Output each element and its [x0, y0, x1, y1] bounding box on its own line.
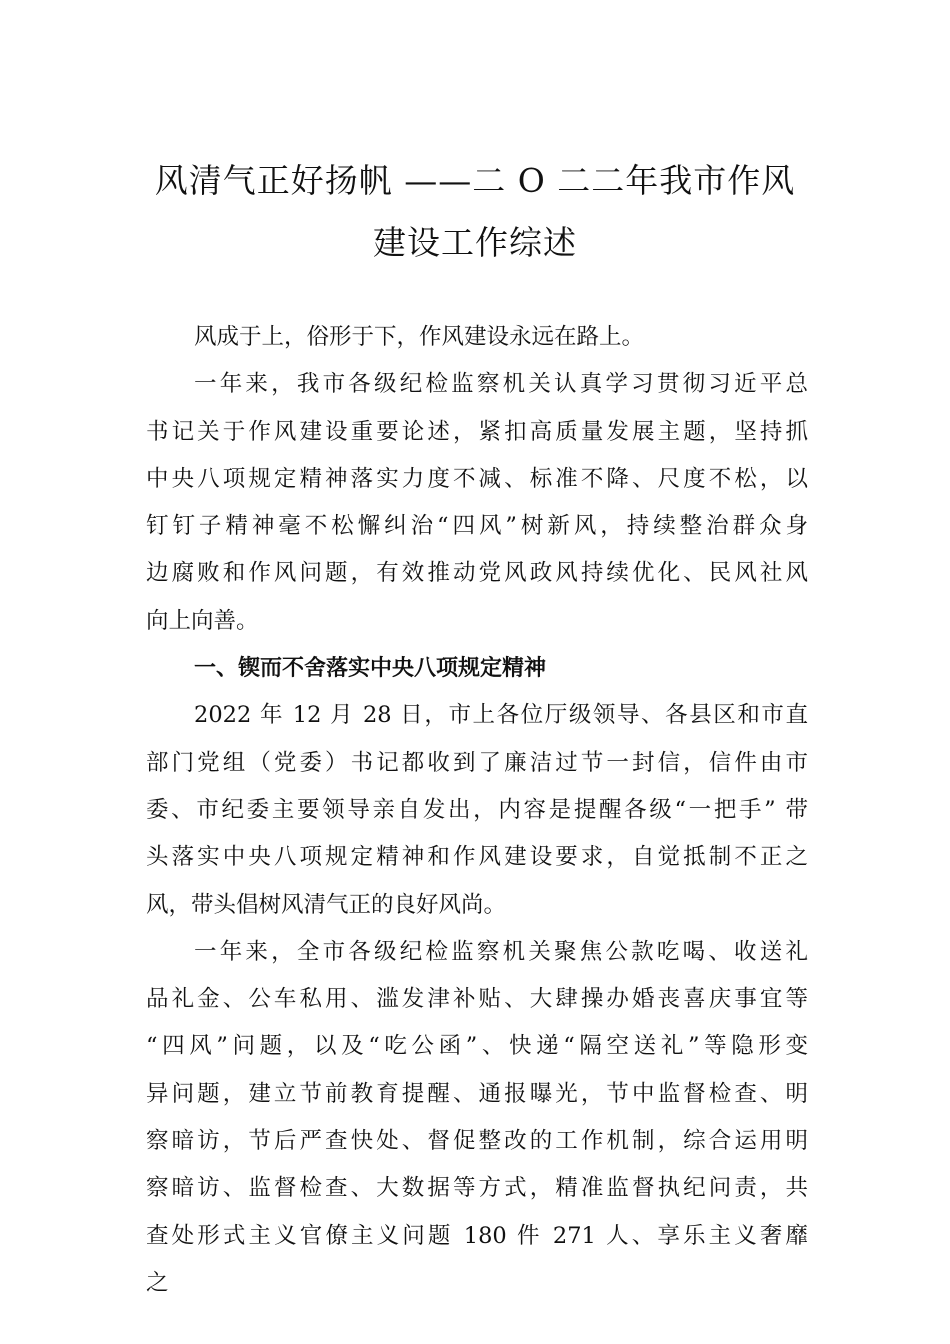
paragraph-line: 查处形式主义官僚主义问题 180 件 271 人、享乐主义奢靡 [146, 1222, 808, 1249]
paragraph-line: 品礼金、公车私用、滥发津补贴、大肆操办婚丧喜庆事宜等 [146, 986, 808, 1013]
paragraph-line: 察暗访，节后严查快处、督促整改的工作机制，综合运用明 [146, 1128, 808, 1155]
paragraph-line: 异问题，建立节前教育提醒、通报曝光，节中监督检查、明 [146, 1080, 808, 1107]
paragraph-line: 风，带头倡树风清气正的良好风尚。 [146, 891, 507, 918]
paragraph-line: 一年来，我市各级纪检监察机关认真学习贯彻习近平总 [194, 371, 808, 398]
page-title [140, 150, 810, 274]
paragraph-line: 向上向善。 [146, 607, 259, 634]
paragraph-line: 委、市纪委主要领导亲自发出，内容是提醒各级“一把手” 带 [146, 796, 808, 823]
paragraph-opening: 风成于上，俗形于下，作风建设永远在路上。 [194, 324, 645, 350]
paragraph-line: 边腐败和作风问题，有效推动党风政风持续优化、民风社风 [146, 560, 808, 587]
paragraph-line: 中央八项规定精神落实力度不减、标准不降、尺度不松，以 [146, 465, 808, 492]
paragraph-line: 部门党组（党委）书记都收到了廉洁过节一封信，信件由市 [146, 749, 808, 776]
document-body [146, 314, 808, 1307]
paragraph-line: 一年来，全市各级纪检监察机关聚焦公款吃喝、收送礼 [194, 938, 808, 965]
paragraph-line: 钉钉子精神毫不松懈纠治“四风”树新风，持续整治群众身 [146, 513, 808, 540]
paragraph-line: 察暗访、监督检查、大数据等方式，精准监督执纪问责，共 [146, 1175, 808, 1202]
title-line-2: 建设工作综述 [373, 223, 577, 262]
section-heading-1: 一、锲而不舍落实中央八项规定精神 [194, 656, 547, 682]
paragraph-line: 头落实中央八项规定精神和作风建设要求，自觉抵制不正之 [146, 844, 808, 871]
paragraph-line: 书记关于作风建设重要论述，紧扣高质量发展主题，坚持抓 [146, 418, 808, 445]
paragraph-line: “四风”问题，以及“吃公函”、快递“隔空送礼”等隐形变 [146, 1033, 808, 1060]
title-line-1: 风清气正好扬帆 ——二 O 二二年我市作风 [154, 161, 796, 200]
paragraph-line: 之 [146, 1269, 169, 1296]
paragraph-line: 2022 年 12 月 28 日，市上各位厅级领导、各县区和市直 [194, 702, 808, 729]
